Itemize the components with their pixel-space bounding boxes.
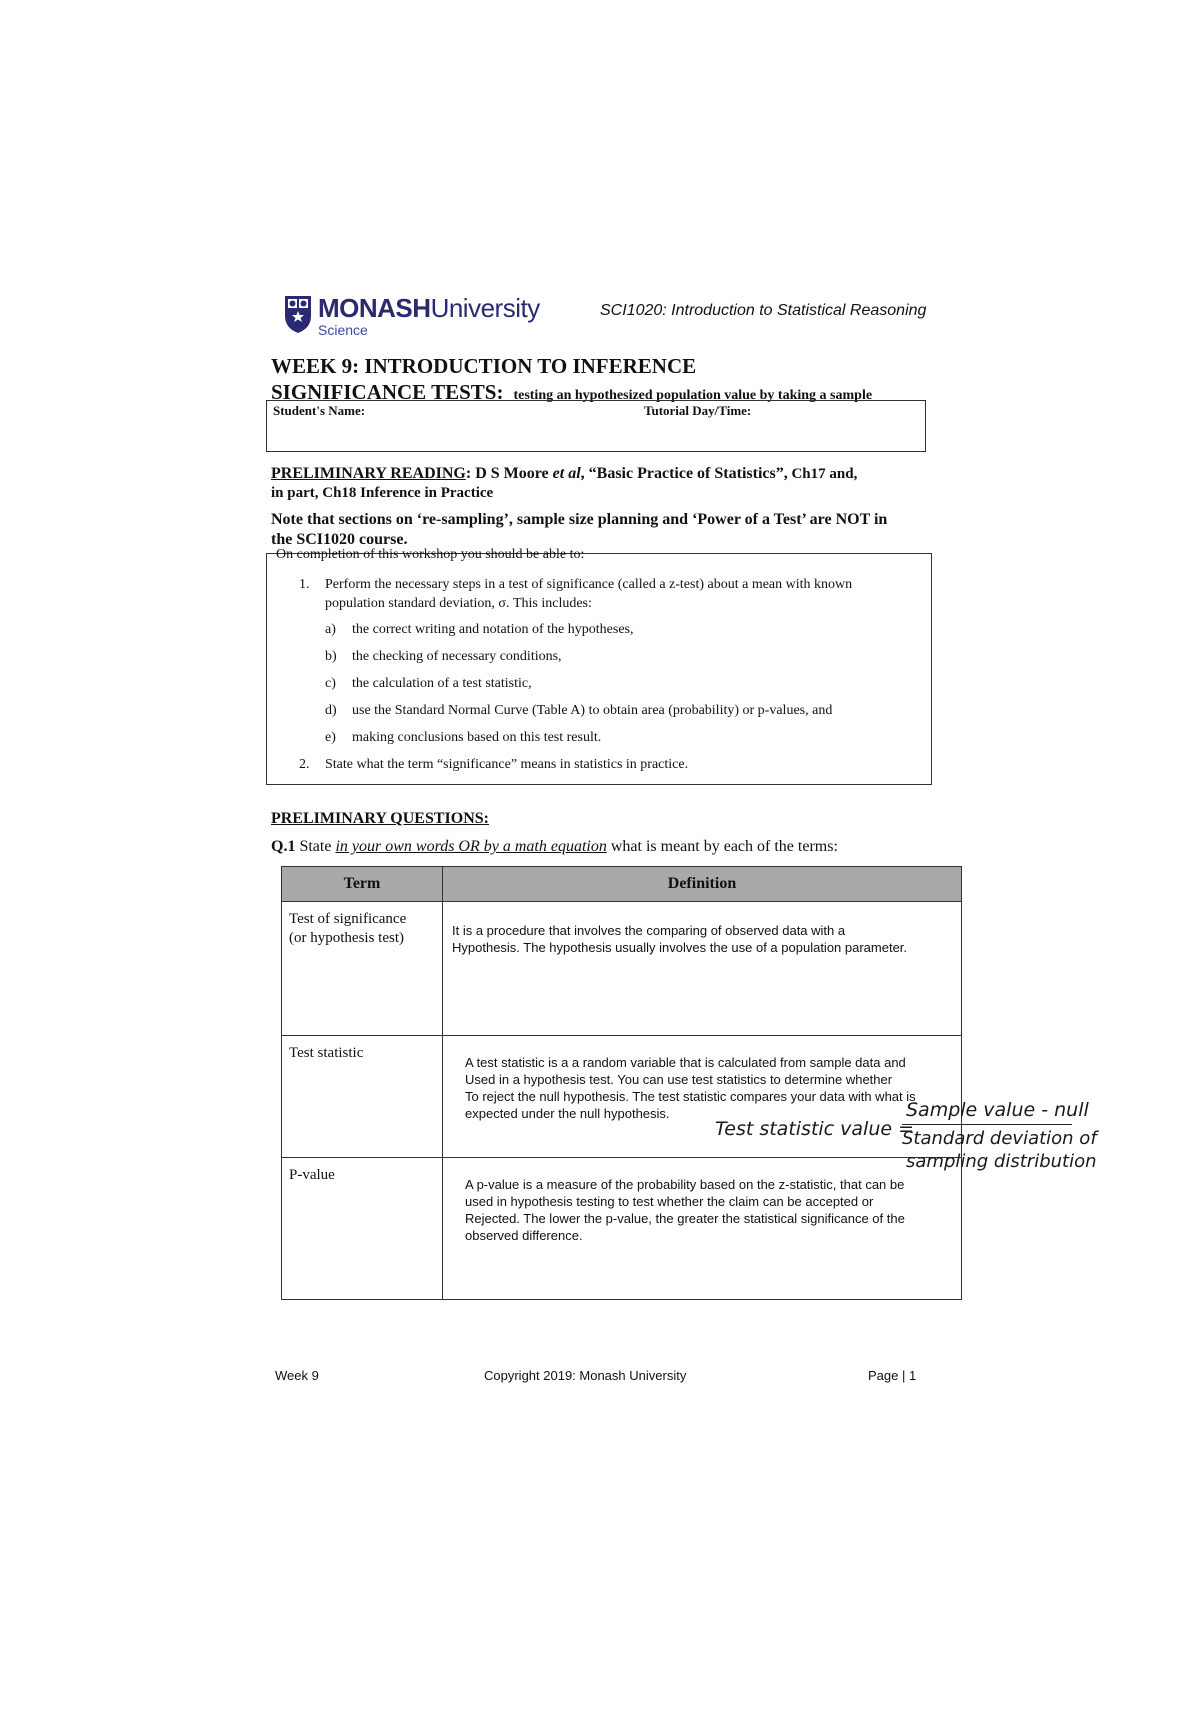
definition-column-header: Definition (443, 867, 962, 902)
significance-heading: SIGNIFICANCE TESTS: (271, 380, 504, 404)
significance-subtitle: testing an hypothesized population value by taking a sample (513, 388, 873, 403)
footer-copyright: Copyright 2019: Monash University (484, 1368, 687, 1383)
objective-sub-d-text: use the Standard Normal Curve (Table A) to obtain area (probability) or p-values, and (352, 703, 833, 718)
question-1 (271, 838, 838, 856)
term-cell: Test statistic (282, 1036, 443, 1158)
table-row (282, 902, 962, 1036)
logo-sub: Science (318, 322, 368, 338)
q1-text-1: State (295, 838, 336, 855)
objective-sub-a-letter: a) (325, 622, 336, 637)
objective-sub-c-letter: c) (325, 676, 336, 691)
objective-2-number: 2. (299, 757, 310, 772)
reading-text-4: in part, Ch18 Inference in Practice (271, 485, 494, 501)
definition-cell: A test statistic is a a random variable that is calculated from sample data and Used in a hypothesis test. You can use test statistics to determine whether To reject the null hypothesis. The test statistic compares your data with what is expected under the null hypothesis. (443, 1036, 962, 1158)
objective-2-text: State what the term “significance” means in statistics in practice. (325, 757, 689, 772)
objective-sub-e-letter: e) (325, 730, 336, 745)
logo-main-2: University (430, 293, 540, 323)
objective-sub-b-letter: b) (325, 649, 337, 664)
learning-objectives-box (266, 547, 932, 785)
objective-sub-a-text: the correct writing and notation of the hypotheses, (352, 622, 634, 637)
reading-text-3: Ch17 and, (787, 466, 858, 482)
course-note: Note that sections on ‘re-sampling’, sample size planning and ‘Power of a Test’ are NOT in the SCI1020 course. (271, 511, 888, 548)
monash-logo-text (318, 294, 540, 338)
definition-cell: It is a procedure that involves the comparing of observed data with a Hypothesis. The hypothesis usually involves the use of a population parameter. (443, 902, 962, 1036)
footer-week: Week 9 (275, 1368, 319, 1383)
objective-sub-b-text: the checking of necessary conditions, (352, 649, 562, 664)
student-name-label: Student's Name: (273, 403, 366, 418)
objectives-intro: On completion of this workshop you should be able to: (276, 547, 585, 562)
term-cell: P-value (282, 1158, 443, 1300)
table-row (282, 1158, 962, 1300)
objective-1-line-2: population standard deviation, σ. This includes: (325, 596, 592, 611)
q1-text-2: what is meant by each of the terms: (606, 838, 838, 855)
q1-italic: in your own words OR by a math equation (335, 838, 607, 855)
monash-crest-logo (283, 294, 313, 334)
student-info-box (266, 400, 926, 452)
objective-1-number: 1. (299, 577, 310, 592)
handwritten-fraction-bar (902, 1124, 1072, 1125)
objective-1-line-1: Perform the necessary steps in a test of significance (called a z-test) about a mean with known (325, 577, 853, 592)
objective-sub-c-text: the calculation of a test statistic, (352, 676, 532, 691)
handwritten-formula-lhs: Test statistic value = (715, 1118, 915, 1140)
reading-text-1: : D S Moore (465, 465, 553, 482)
term-cell: Test of significance (or hypothesis test) (282, 902, 443, 1036)
preliminary-questions-heading: PRELIMINARY QUESTIONS: (271, 810, 489, 827)
handwritten-formula-denominator-1: Standard deviation of (902, 1128, 1097, 1149)
preliminary-reading (271, 464, 931, 503)
objective-sub-d-letter: d) (325, 703, 337, 718)
logo-main: MONASH (318, 293, 431, 323)
course-title: SCI1020: Introduction to Statistical Reasoning (600, 302, 927, 319)
tutorial-label: Tutorial Day/Time: (644, 403, 752, 418)
objective-sub-e-text: making conclusions based on this test result. (352, 730, 602, 745)
reading-text-2: , “Basic Practice of Statistics”, (580, 465, 788, 482)
reading-label: PRELIMINARY READING (271, 465, 466, 482)
definitions-table (281, 866, 962, 1300)
reading-et-al: et al (552, 465, 581, 482)
q1-label: Q.1 (271, 838, 296, 855)
term-column-header: Term (282, 867, 443, 902)
footer-page-number: Page | 1 (868, 1368, 917, 1383)
week-title: WEEK 9: INTRODUCTION TO INFERENCE (271, 354, 697, 378)
definition-cell: A p-value is a measure of the probability based on the z-statistic, that can be used in hypothesis testing to test whether the claim can be accepted or Rejected. The lower the p-value, the greater the statistical significance of the observed difference. (443, 1158, 962, 1300)
handwritten-formula-denominator-2: sampling distribution (906, 1151, 1097, 1172)
handwritten-formula-numerator: Sample value - null (906, 1099, 1089, 1121)
